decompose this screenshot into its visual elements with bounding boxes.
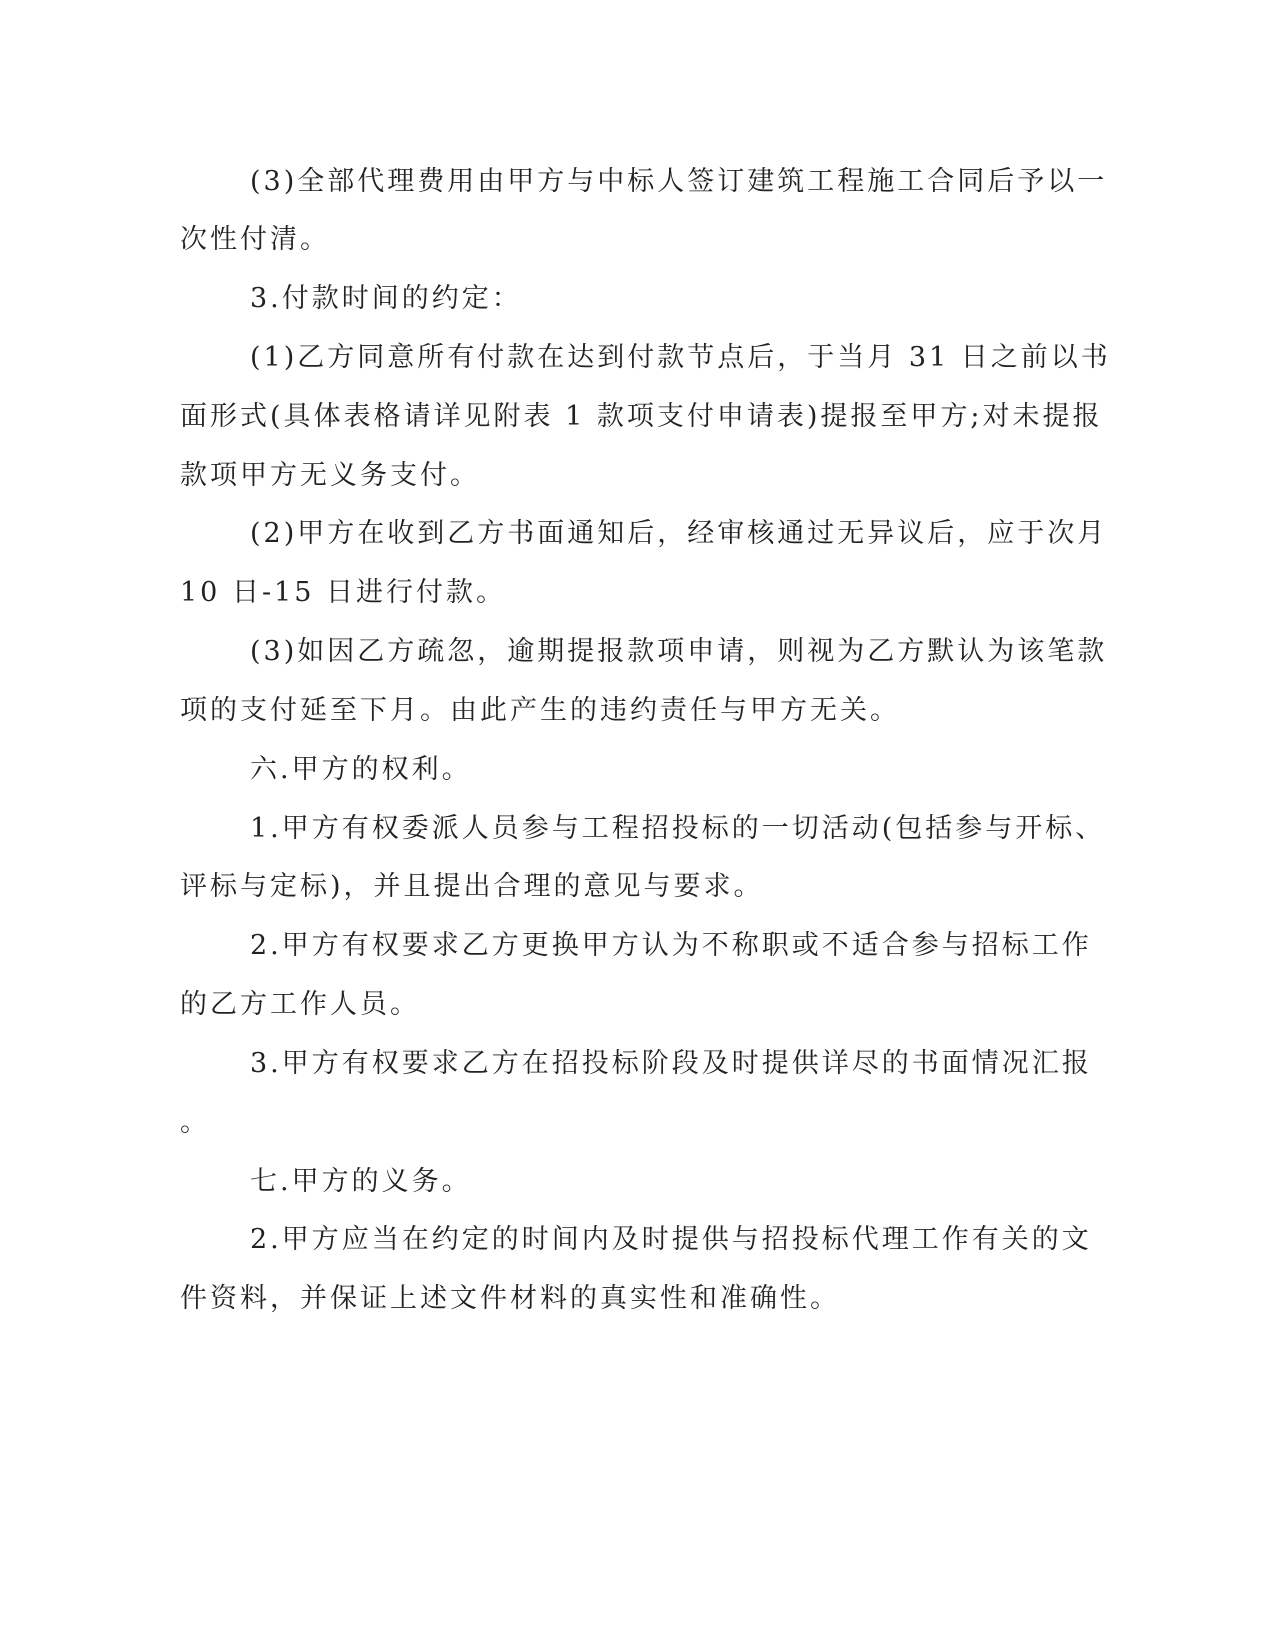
paragraph-line: 。 [180, 1107, 210, 1138]
paragraph-line: 2.甲方应当在约定的时间内及时提供与招投标代理工作有关的文 [250, 1224, 1092, 1255]
paragraph-line: 2.甲方有权要求乙方更换甲方认为不称职或不适合参与招标工作 [250, 930, 1092, 961]
paragraph-line: 项的支付延至下月。由此产生的违约责任与甲方无关。 [180, 695, 900, 726]
paragraph-line: 件资料，并保证上述文件材料的真实性和准确性。 [180, 1283, 840, 1314]
paragraph-line: 的乙方工作人员。 [180, 989, 420, 1020]
paragraph-line: 3.甲方有权要求乙方在招投标阶段及时提供详尽的书面情况汇报 [250, 1048, 1092, 1079]
paragraph-line: (1)乙方同意所有付款在达到付款节点后，于当月 31 日之前以书 [250, 342, 1111, 373]
section-heading: 七.甲方的义务。 [250, 1166, 472, 1197]
paragraph-line: 面形式(具体表格请详见附表 1 款项支付申请表)提报至甲方;对未提报 [180, 401, 1103, 432]
paragraph-line: 10 日-15 日进行付款。 [180, 577, 507, 608]
paragraph-line: 评标与定标)，并且提出合理的意见与要求。 [180, 871, 764, 902]
paragraph-line: 款项甲方无义务支付。 [180, 460, 480, 491]
section-heading: 六.甲方的权利。 [250, 754, 472, 785]
paragraph-line: 次性付清。 [180, 224, 330, 255]
paragraph-line: 1.甲方有权委派人员参与工程招投标的一切活动(包括参与开标、 [250, 813, 1106, 844]
paragraph-line: (3)如因乙方疏忽，逾期提报款项申请，则视为乙方默认为该笔款 [250, 636, 1108, 667]
section-heading: 3.付款时间的约定： [250, 283, 522, 314]
paragraph-line: (2)甲方在收到乙方书面通知后，经审核通过无异议后，应于次月 [250, 518, 1108, 549]
paragraph-line: (3)全部代理费用由甲方与中标人签订建筑工程施工合同后予以一 [250, 166, 1108, 197]
